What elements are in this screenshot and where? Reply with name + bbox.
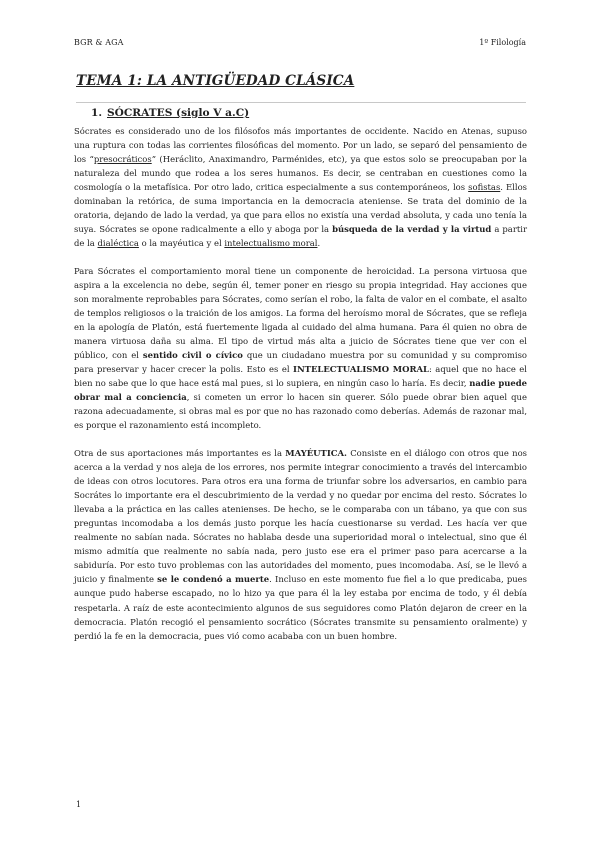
paragraph-mayeutica <box>74 446 527 643</box>
text-run: Sócrates es considerado uno de los filósofos más importantes de occidente. Nacido en Atenas, supuso una ruptura con todas las corrientes filosóficas del momento. Por un lado, se separó del pensamiento de los “ <box>74 126 527 165</box>
emphasis-nadie-obra-mal: nadie puede obrar mal a conciencia <box>74 378 527 403</box>
emphasis-busqueda: búsqueda de la verdad y la virtud <box>332 224 492 235</box>
header-authors: BGR & AGA <box>74 38 124 47</box>
emphasis-sentido-civil: sentido civil o cívico <box>142 350 243 361</box>
paragraph-moral <box>74 264 527 433</box>
emphasis-intelectualismo-moral: INTELECTUALISMO MORAL <box>293 364 429 375</box>
term-sofistas: sofistas <box>468 182 501 193</box>
text-run: . <box>317 238 321 249</box>
paragraph-gap <box>74 250 527 264</box>
section-number: 1. <box>91 107 103 119</box>
text-run: a partir de la <box>74 224 527 249</box>
text-run: o la mayéutica y el <box>138 238 225 249</box>
emphasis-mayeutica: MAYÉUTICA. <box>285 447 347 458</box>
section-heading <box>91 107 249 119</box>
header-course: 1º Filología <box>479 38 526 47</box>
text-run: Otra de sus aportaciones más importantes es la <box>74 447 286 458</box>
text-run: : aquel que no hace el bien no sabe que lo que hace está mal pues, si lo supiera, en ningún caso lo haría. Es decir, <box>74 364 527 389</box>
text-run: , si cometen un error lo hacen sin querer. Sólo puede obrar bien aquel que razona adecuadamente, si obras mal es por que no has razonado como deberías. Además de razonar mal, es porque el razonamiento está incompleto. <box>74 392 527 431</box>
text-run: ” (Heráclito, Anaximandro, Parménides, etc), ya que estos solo se preocupaban por la naturaleza del mundo que rodea a los seres humanos. Es decir, se centraban en cuestiones como la cosmología o la metafísica. Por otro lado, critica especialmente a sus contemporáneos, los <box>74 154 528 193</box>
term-intelectualismo: intelectualismo moral <box>224 238 318 249</box>
text-run: Consiste en el diálogo con otros que nos acerca a la verdad y nos aleja de los errores, nos permite integrar conocimiento a través del intercambio de ideas con otros locutores. Para otros era una forma de triunfar sobre los adversarios, en cambio para Socrátes lo importante era el descubrimiento de la verdad y no quedar por encima del resto. Sócrates lo llevaba a la práctica en las calles atenienses. De hecho, se le comparaba con un tábano, ya que con sus preguntas incomodaba a los demás justo porque les hacía cuestionarse su verdad. Les hacía ver que realmente no sabían nada. Sócrates no hablaba desde una superioridad moral o intelectual, sino que él mismo admitía que realmente no sabía nada, pero justo ese era el primer paso para acercarse a la sabiduría. Por esto tuvo problemas con las autoridades del momento, pues incomodaba. Así, se le llevó a juicio y finalmente <box>74 447 527 585</box>
section-title: SÓCRATES (siglo V a.C) <box>107 107 250 119</box>
term-dialectica: dialéctica <box>97 238 139 249</box>
emphasis-condena: se le condenó a muerte <box>157 574 270 585</box>
text-run: que un ciudadano muestra por su comunidad y su compromiso para preservar y hacer crecer la polis. Esto es el <box>74 350 527 375</box>
paragraph-gap <box>74 432 527 446</box>
text-run: Para Sócrates el comportamiento moral tiene un componente de heroicidad. La persona virtuosa que aspira a la excelencia no debe, según él, temer poner en riesgo su propia integridad. Hay acciones que son moralmente reprobables para Sócrates, como serían el robo, la falta de valor en el combate, el asalto de templos religiosos o la traición de los amigos. La forma del heroísmo moral de Sócrates, que se refleja en la apología de Platón, está fuertemente ligada al cuidado del alma humana. Para él quien no obra de manera virtuosa daña su alma. El tipo de virtud más alta a juicio de Sócrates tiene que ver con el público, con el <box>74 265 527 361</box>
text-run: . Incluso en este momento fue fiel a lo que predicaba, pues aunque pudo haberse escapado, no lo hizo ya que para él la ley estaba por encima de todo, y él debía respetarla. A raíz de este acontecimiento algunos de sus seguidores como Platón dejaron de creer en la democracia. Platón recogió el pensamiento socrático (Sócrates transmite su pensamiento oralmente) y perdió la fe en la democracia, pues vió como acababa con un buen hombre. <box>74 574 527 641</box>
page-number: 1 <box>76 800 82 809</box>
text-run: . Ellos dominaban la retórica, de suma importancia en la democracia ateniense. Se trata del dominio de la oratoria, dejando de lado la verdad, ya que para ellos no existía una verdad absoluta, y cada uno tenía la suya. Sócrates se opone radicalmente a ello y aboga por la <box>74 182 527 235</box>
title-divider <box>76 102 526 103</box>
page-title: TEMA 1: LA ANTIGÜEDAD CLÁSICA <box>76 73 355 89</box>
document-body <box>74 124 527 643</box>
paragraph-intro <box>74 124 527 250</box>
term-presocraticos: presocráticos <box>93 154 152 165</box>
